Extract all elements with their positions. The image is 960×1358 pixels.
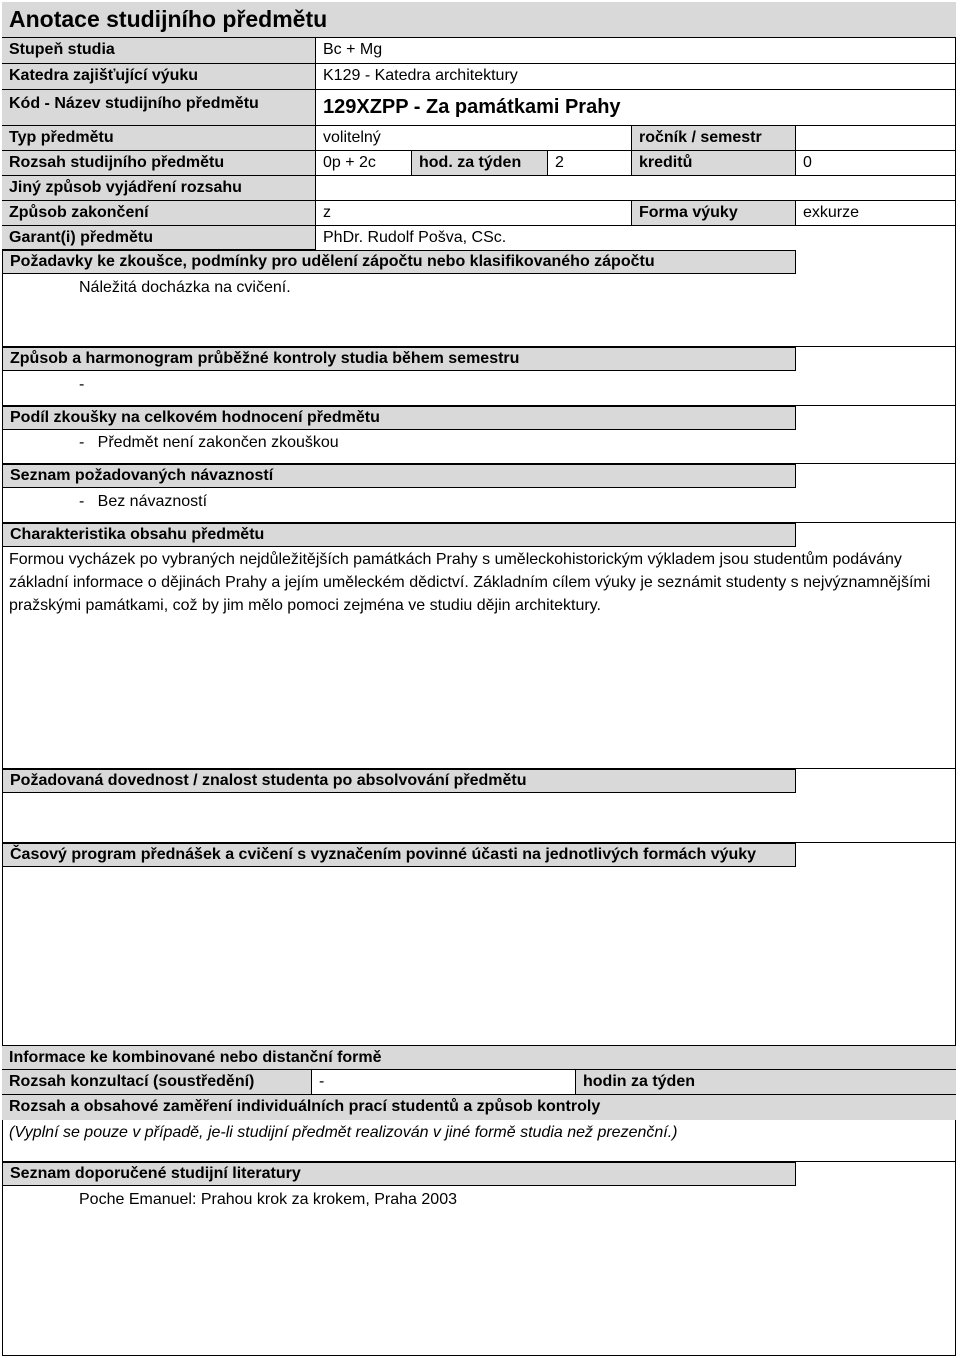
konzultace-unit: hodin za týden [576, 1070, 956, 1094]
podil-heading: Podíl zkoušky na celkovém hodnocení předmětu [2, 406, 796, 430]
podil-text: - Předmět není zakončen zkouškou [79, 434, 339, 451]
typ-label: Typ předmětu [2, 126, 316, 150]
rocnik-value [796, 126, 956, 150]
harmonogram-text: - [79, 376, 85, 393]
zakonceni-label: Způsob zakončení [2, 201, 316, 225]
row-zakonceni [2, 201, 956, 226]
charakteristika-heading: Charakteristika obsahu předmětu [2, 523, 796, 547]
individualni-label: Rozsah a obsahové zaměření individuálních prací studentů a způsob kontroly [2, 1095, 956, 1120]
pozadavky-text: Náležitá docházka na cvičení. [79, 279, 291, 296]
garant-label: Garant(i) předmětu [2, 226, 316, 250]
row-garant [2, 226, 956, 250]
navaznosti-heading: Seznam požadovaných návazností [2, 464, 796, 488]
row-konzultace [2, 1070, 956, 1095]
title-row [2, 2, 956, 38]
rozsah-value: 0p + 2c [316, 151, 412, 175]
kombinovana-label: Informace ke kombinované nebo distanční formě [2, 1046, 956, 1069]
row-kombinovana [2, 1046, 956, 1070]
stupen-value: Bc + Mg [323, 41, 383, 58]
rocnik-label: ročník / semestr [632, 126, 796, 150]
kredity-value: 0 [803, 154, 812, 171]
kod-label: Kód - Název studijního předmětu [2, 90, 316, 125]
dovednost-heading: Požadovaná dovednost / znalost studenta po absolvování předmětu [2, 769, 796, 793]
harmonogram-heading: Způsob a harmonogram průběžné kontroly studia během semestru [2, 347, 796, 371]
literatura-text: Poche Emanuel: Prahou krok za krokem, Praha 2003 [79, 1191, 457, 1208]
katedra-value: K129 - Katedra architektury [323, 67, 518, 84]
forma-value: exkurze [803, 204, 860, 221]
hod-value: 2 [548, 151, 632, 175]
zakonceni-value: z [316, 201, 632, 225]
hod-label: hod. za týden [412, 151, 548, 175]
navaznosti-text: - Bez návazností [79, 493, 208, 510]
jiny-label: Jiný způsob vyjádření rozsahu [2, 176, 316, 200]
garant-value: PhDr. Rudolf Pošva, CSc. [323, 229, 507, 246]
individualni-note: (Vyplní se pouze v případě, je-li studijní předmět realizován v jiné formě studia než prezenční.) [9, 1124, 678, 1141]
jiny-value [316, 176, 956, 200]
konzultace-label: Rozsah konzultací (soustředění) [2, 1070, 312, 1094]
row-typ [2, 126, 956, 151]
row-kod [2, 90, 956, 126]
row-individualni [2, 1095, 956, 1120]
konzultace-value: - [312, 1070, 576, 1094]
row-katedra [2, 64, 956, 90]
pozadavky-heading: Požadavky ke zkoušce, podmínky pro udělení zápočtu nebo klasifikovaného zápočtu [2, 250, 796, 274]
katedra-label: Katedra zajišťující výuku [2, 64, 316, 89]
row-jiny [2, 176, 956, 201]
forma-label: Forma výuky [632, 201, 796, 225]
page-title: Anotace studijního předmětu [2, 2, 956, 37]
row-stupen [2, 38, 956, 64]
charakteristika-text: Formou vycházek po vybraných nejdůležitějších památkách Prahy s uměleckohistorickým výkladem jsou studentům podávány základní informace o dějinách Prahy a jejím uměleckém dědictví. Základním cílem výuky je seznámit studenty s nejvýznamnějšími pražskými památkami, což by jim mělo pomoci zejména ve studiu dějin architektury. [9, 551, 931, 614]
typ-value: volitelný [316, 126, 632, 150]
program-heading: Časový program přednášek a cvičení s vyznačením povinné účasti na jednotlivých formách výuky [2, 843, 796, 867]
rozsah-label: Rozsah studijního předmětu [2, 151, 316, 175]
kredity-label: kreditů [632, 151, 796, 175]
row-rozsah [2, 151, 956, 176]
kod-value: 129XZPP - Za památkami Prahy [323, 96, 621, 118]
literatura-heading: Seznam doporučené studijní literatury [2, 1162, 796, 1186]
stupen-label: Stupeň studia [2, 38, 316, 63]
